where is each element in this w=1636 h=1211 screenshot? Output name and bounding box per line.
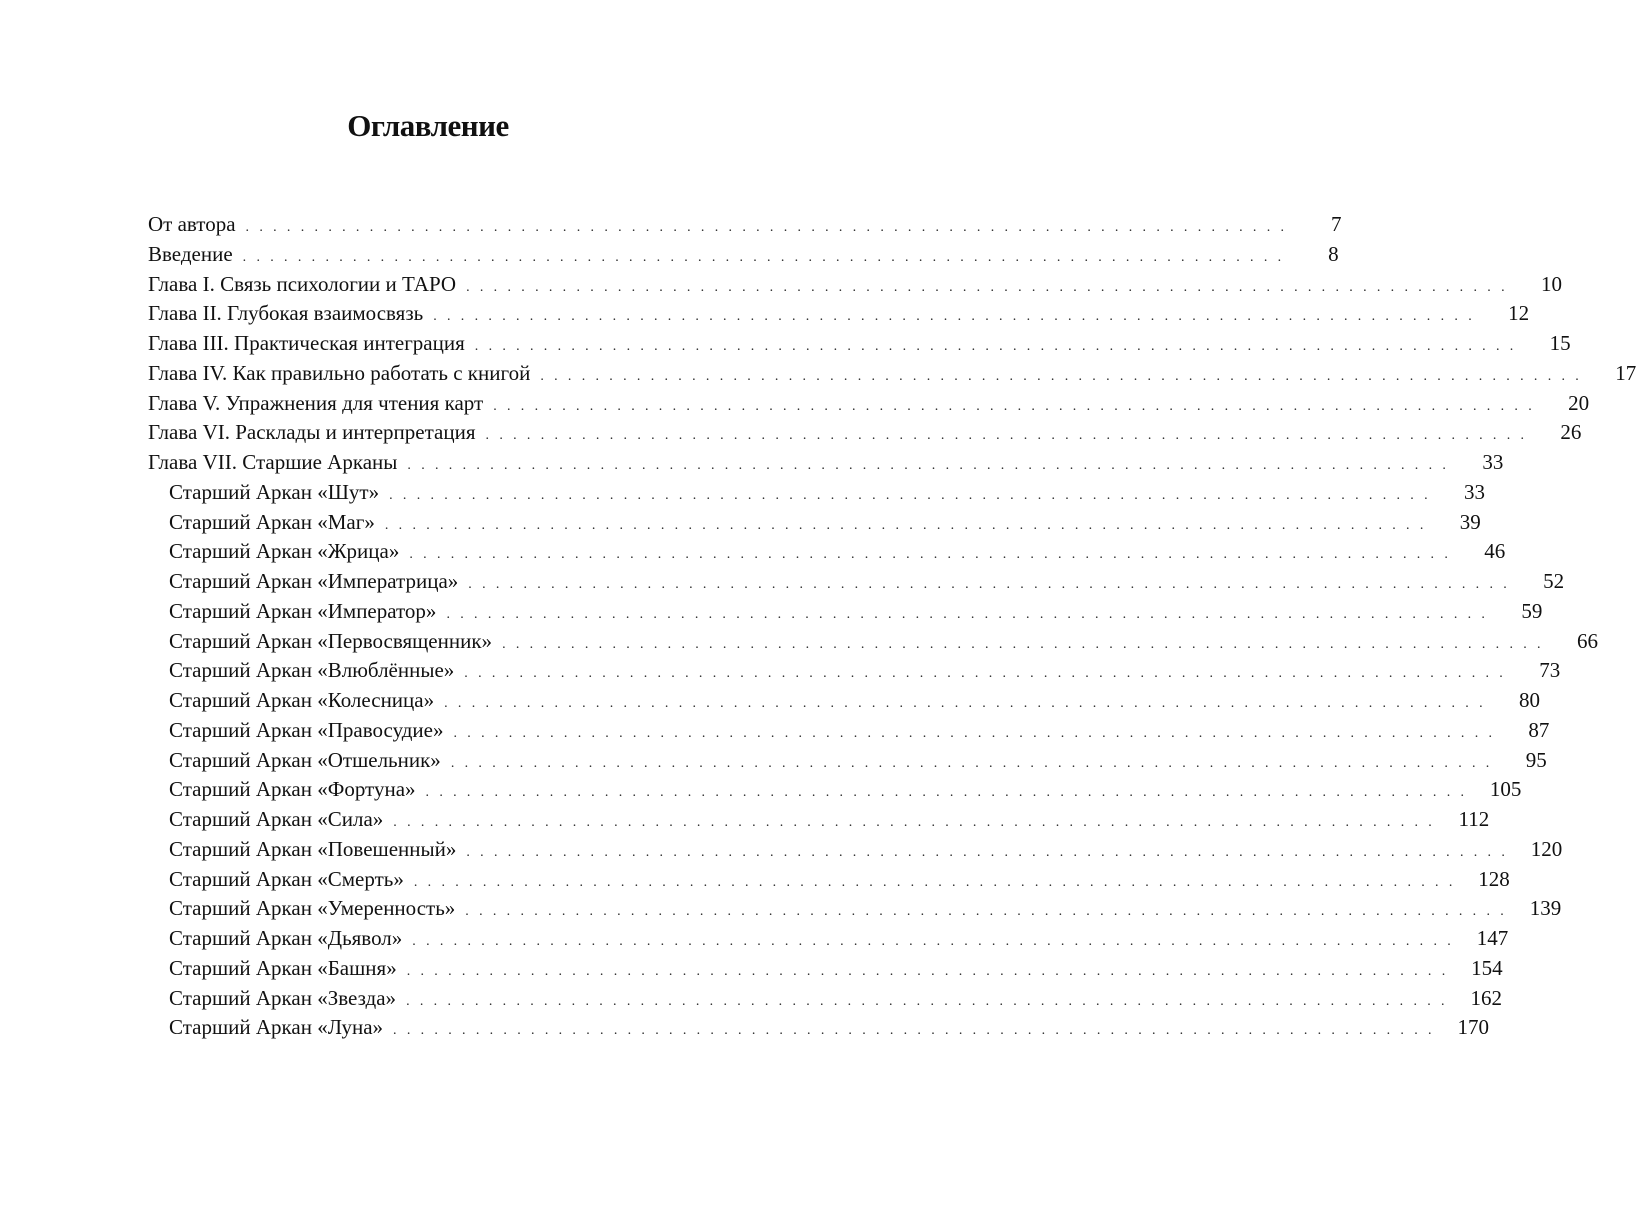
toc-page-number: 33 [1482,450,1504,474]
dot-leader: . . . . . . . . . . . . . . . . . . . . . . . . . . . . . . . . . . . . . . . . . . . . . . . . . . . . . . . . . . . . . . . . . . . . . . . . . . . . [406,963,1449,979]
toc-page-number: 20 [1568,390,1590,415]
dot-leader: . . . . . . . . . . . . . . . . . . . . . . . . . . . . . . . . . . . . . . . . . . . . . . . . . . . . . . . . . . . . . . . . . . . . . . . . . . . . [446,606,1489,622]
toc-entry-label: Старший Аркан «Жрица» [169,539,400,564]
dot-leader: . . . . . . . . . . . . . . . . . . . . . . . . . . . . . . . . . . . . . . . . . . . . . . . . . . . . . . . . . . . . . . . . . . . . . . . . . . . . [393,815,1436,830]
dot-leader: . . . . . . . . . . . . . . . . . . . . . . . . . . . . . . . . . . . . . . . . . . . . . . . . . . . . . . . . . . . . . . . . . . . . . . . . . . . . [433,309,1476,325]
toc-subentry[interactable] [148,627,1598,657]
dot-leader: . . . . . . . . . . . . . . . . . . . . . . . . . . . . . . . . . . . . . . . . . . . . . . . . . . . . . . . . . . . . . . . . . . . . . . . . . . . . [466,279,1508,295]
toc-entry-label: Глава VII. Старшие Арканы [148,450,398,474]
toc-entry-label: Старший Аркан «Шут» [169,479,380,504]
toc-page-number: 128 [1478,866,1510,891]
toc-page-number: 33 [1464,479,1486,504]
dot-leader: . . . . . . . . . . . . . . . . . . . . . . . . . . . . . . . . . . . . . . . . . . . . . . . . . . . . . . . . . . . . . . . . . . . . . . . . . . . . [393,1023,1435,1039]
dot-leader: . . . . . . . . . . . . . . . . . . . . . . . . . . . . . . . . . . . . . . . . . . . . . . . . . . . . . . . . . . . . . . . . . . . . . . . . . . . . [384,517,1427,533]
dot-leader: . . . . . . . . . . . . . . . . . . . . . . . . . . . . . . . . . . . . . . . . . . . . . . . . . . . . . . . . . . . . . . . . . . . . . . . . . . . . [444,696,1487,711]
toc-subentry[interactable] [148,656,1561,686]
toc-subentry[interactable] [148,597,1543,627]
toc-entry-label: Старший Аркан «Дьявол» [169,926,403,950]
toc-page-number: 15 [1549,331,1571,355]
page-title: Оглавление [347,108,509,143]
toc-entry[interactable] [148,448,1504,478]
toc-page-number: 120 [1530,836,1563,861]
toc-page-number: 52 [1543,569,1565,593]
dot-leader: . . . . . . . . . . . . . . . . . . . . . . . . . . . . . . . . . . . . . . . . . . . . . . . . . . . . . . . . . . . . . . . . . . . . . . . . . . . . [412,934,1455,949]
dot-leader: . . . . . . . . . . . . . . . . . . . . . . . . . . . . . . . . . . . . . . . . . . . . . . . . . . . . . . . . . . . . . . . . . . . . . . . . . . . . [450,755,1493,771]
toc-subentry[interactable] [148,716,1550,746]
dot-leader: . . . . . . . . . . . . . . . . . . . . . . . . . . . . . . . . . . . . . . . . . . . . . . . . . . . . . . . . . . . . . . . . . . . . . . . . . . . . [425,785,1468,801]
toc-page-number: 147 [1476,926,1509,950]
toc-entry-label: Старший Аркан «Смерть» [169,866,404,891]
toc-page-number: 87 [1528,717,1550,742]
dot-leader: . . . . . . . . . . . . . . . . . . . . . . . . . . . . . . . . . . . . . . . . . . . . . . . . . . . . . . . . . . . . . . . . . . . . . . . . . . . . [502,636,1544,652]
toc-subentry[interactable] [148,478,1486,508]
toc-entry[interactable] [148,389,1590,419]
toc-page-number: 17 [1615,360,1636,385]
toc-entry-label: Глава III. Практическая интеграция [148,331,465,355]
toc-subentry[interactable] [148,805,1490,835]
toc-subentry[interactable] [148,508,1481,538]
toc-subentry[interactable] [148,1013,1489,1043]
dot-leader: . . . . . . . . . . . . . . . . . . . . . . . . . . . . . . . . . . . . . . . . . . . . . . . . . . . . . . . . . . . . . . . . . . . . . . . . . . . . [409,547,1452,563]
dot-leader: . . . . . . . . . . . . . . . . . . . . . . . . . . . . . . . . . . . . . . . . . . . . . . . . . . . . . . . . . . . . . . . . . . . . . . . . . . . . [407,458,1450,473]
toc-entry[interactable] [148,240,1339,270]
toc-entry-label: Старший Аркан «Повешенный» [169,836,457,861]
toc-entry-label: Старший Аркан «Луна» [169,1015,384,1040]
toc-entry-label: Старший Аркан «Сила» [169,807,384,831]
dot-leader: . . . . . . . . . . . . . . . . . . . . . . . . . . . . . . . . . . . . . . . . . . . . . . . . . . . . . . . . . . . . . . . . . . . . . . . . . . . . [245,220,1288,235]
toc-page-number: 10 [1540,271,1562,296]
toc-page-number: 139 [1529,896,1562,921]
toc-entry[interactable] [148,270,1562,300]
dot-leader: . . . . . . . . . . . . . . . . . . . . . . . . . . . . . . . . . . . . . . . . . . . . . . . . . . . . . . . . . . . . . . . . . . . . . . . . . . . . [466,844,1509,860]
dot-leader: . . . . . . . . . . . . . . . . . . . . . . . . . . . . . . . . . . . . . . . . . . . . . . . . . . . . . . . . . . . . . . . . . . . . . . . . . . . . [474,339,1517,354]
dot-leader: . . . . . . . . . . . . . . . . . . . . . . . . . . . . . . . . . . . . . . . . . . . . . . . . . . . . . . . . . . . . . . . . . . . . . . . . . . . . [485,428,1528,444]
toc-entry-label: Старший Аркан «Умеренность» [169,896,456,921]
toc-page-number: 80 [1519,688,1541,712]
dot-leader: . . . . . . . . . . . . . . . . . . . . . . . . . . . . . . . . . . . . . . . . . . . . . . . . . . . . . . . . . . . . . . . . . . . . . . . . . . . . [493,398,1536,414]
toc-page-number: 170 [1457,1015,1489,1040]
toc-page-number: 7 [1330,212,1342,236]
toc-subentry[interactable] [148,746,1547,776]
toc-entry[interactable] [148,359,1636,389]
toc-page-number: 39 [1459,509,1481,534]
toc-entry-label: Глава IV. Как правильно работать с книгой [148,360,531,385]
toc-page-number: 46 [1484,539,1506,564]
toc-entry-label: Старший Аркан «Фортуна» [169,777,416,802]
toc-entry-label: Старший Аркан «Император» [169,598,437,623]
toc-subentry[interactable] [148,894,1562,924]
dot-leader: . . . . . . . . . . . . . . . . . . . . . . . . . . . . . . . . . . . . . . . . . . . . . . . . . . . . . . . . . . . . . . . . . . . . . . . . . . . . [242,249,1285,265]
toc-entry-label: Старший Аркан «Маг» [169,509,375,534]
toc-entry-label: Старший Аркан «Правосудие» [169,717,444,742]
toc-entry-label: Глава V. Упражнения для чтения карт [148,390,484,415]
toc-entry-label: Старший Аркан «Влюблённые» [169,658,455,683]
dot-leader: . . . . . . . . . . . . . . . . . . . . . . . . . . . . . . . . . . . . . . . . . . . . . . . . . . . . . . . . . . . . . . . . . . . . . . . . . . . . [389,487,1432,503]
toc-subentry[interactable] [148,865,1510,895]
toc-subentry[interactable] [148,537,1506,567]
toc-subentry[interactable] [148,954,1503,984]
toc-subentry[interactable] [148,775,1522,805]
toc-page-number: 12 [1508,301,1530,326]
toc-page-number: 73 [1539,658,1561,683]
toc-page-number: 105 [1489,777,1522,802]
toc-page-number: 112 [1458,807,1490,831]
toc-entry-label: Глава I. Связь психологии и ТАРО [148,271,457,296]
toc-entry-label: Старший Аркан «Первосвященник» [169,628,493,653]
toc-entry-label: Старший Аркан «Императрица» [169,569,459,593]
toc-entry-label: Старший Аркан «Башня» [169,955,397,980]
toc-subentry[interactable] [148,984,1502,1014]
toc-entry-label: Старший Аркан «Звезда» [169,985,397,1010]
dot-leader: . . . . . . . . . . . . . . . . . . . . . . . . . . . . . . . . . . . . . . . . . . . . . . . . . . . . . . . . . . . . . . . . . . . . . . . . . . . . [413,874,1456,890]
dot-leader: . . . . . . . . . . . . . . . . . . . . . . . . . . . . . . . . . . . . . . . . . . . . . . . . . . . . . . . . . . . . . . . . . . . . . . . . . . . . [406,993,1448,1009]
toc-page-number: 162 [1470,985,1502,1010]
toc-subentry[interactable] [148,835,1563,865]
toc-entry-label: Старший Аркан «Отшельник» [169,747,441,772]
dot-leader: . . . . . . . . . . . . . . . . . . . . . . . . . . . . . . . . . . . . . . . . . . . . . . . . . . . . . . . . . . . . . . . . . . . . . . . . . . . . [453,725,1496,741]
toc-entry-label: От автора [148,212,236,236]
dot-leader: . . . . . . . . . . . . . . . . . . . . . . . . . . . . . . . . . . . . . . . . . . . . . . . . . . . . . . . . . . . . . . . . . . . . . . . . . . . . [540,368,1583,384]
toc-subentry[interactable] [148,567,1565,597]
toc-subentry[interactable] [148,924,1509,954]
toc-entry[interactable] [148,210,1342,240]
toc-entry-label: Введение [148,241,233,266]
toc-page-number: 95 [1525,747,1547,772]
toc-page-number: 8 [1328,241,1339,266]
toc-entry[interactable] [148,329,1571,359]
dot-leader: . . . . . . . . . . . . . . . . . . . . . . . . . . . . . . . . . . . . . . . . . . . . . . . . . . . . . . . . . . . . . . . . . . . . . . . . . . . . [464,666,1507,682]
dot-leader: . . . . . . . . . . . . . . . . . . . . . . . . . . . . . . . . . . . . . . . . . . . . . . . . . . . . . . . . . . . . . . . . . . . . . . . . . . . . [468,577,1511,592]
toc-page-number: 59 [1521,598,1543,623]
dot-leader: . . . . . . . . . . . . . . . . . . . . . . . . . . . . . . . . . . . . . . . . . . . . . . . . . . . . . . . . . . . . . . . . . . . . . . . . . . . . [465,904,1508,920]
toc-page-number: 154 [1471,955,1503,980]
toc-page-number: 66 [1576,628,1598,653]
toc-entry-label: Глава II. Глубокая взаимосвязь [148,301,424,326]
toc-subentry[interactable] [148,686,1541,716]
toc-entry-label: Старший Аркан «Колесница» [169,688,435,712]
toc-page-number: 26 [1560,420,1582,445]
toc-entry[interactable] [148,418,1582,448]
toc-entry-label: Глава VI. Расклады и интерпретация [148,420,476,445]
toc-entry[interactable] [148,299,1530,329]
table-of-contents [148,210,1636,1043]
